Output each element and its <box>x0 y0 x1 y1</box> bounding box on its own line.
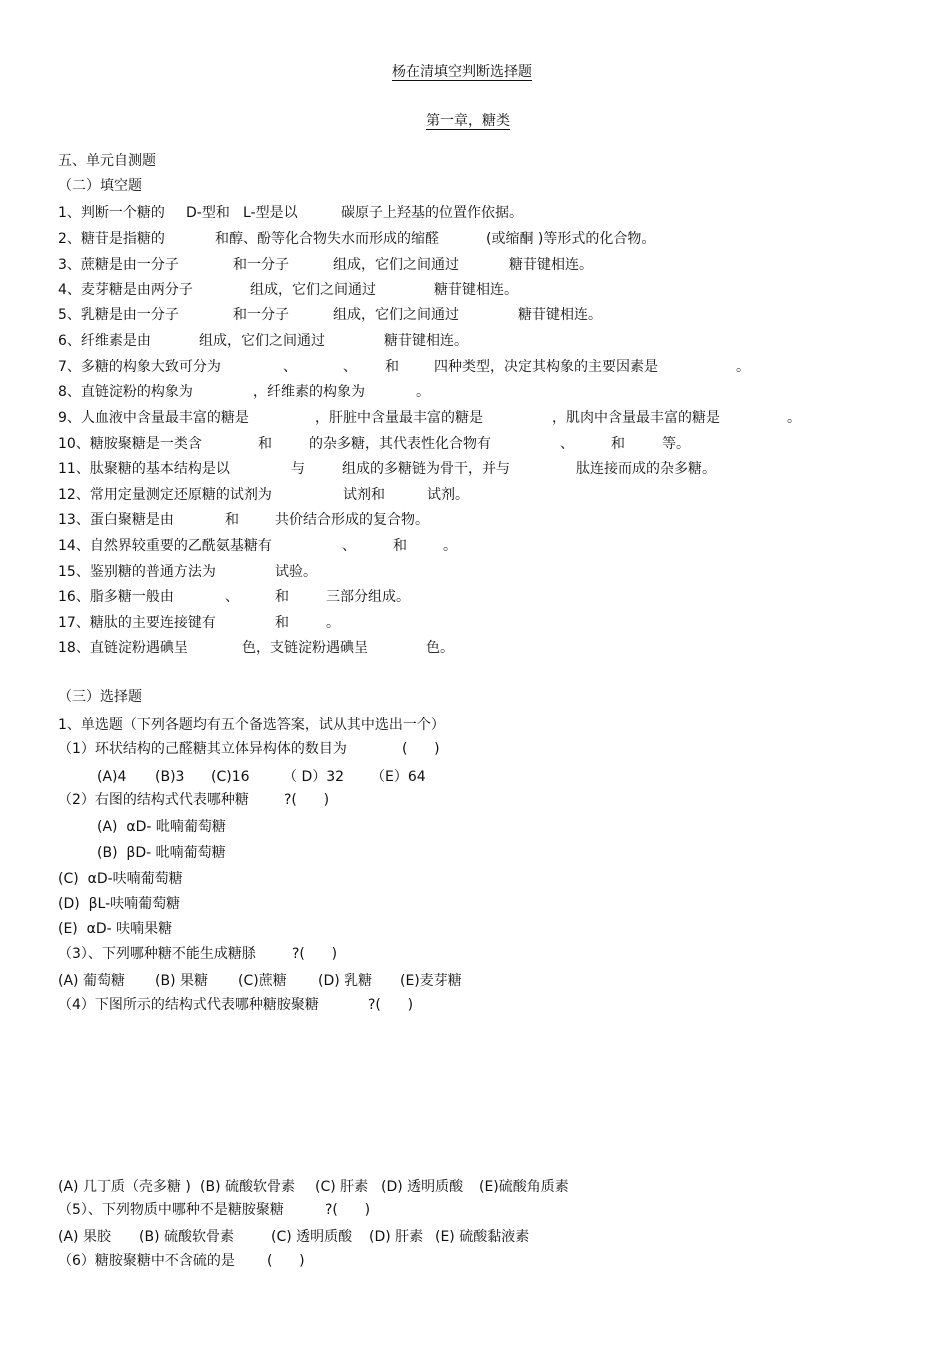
q-text: L-型是以 <box>243 205 298 221</box>
option-d[interactable]: （ D）32 <box>283 769 345 785</box>
q-text: 、 <box>560 436 574 452</box>
option-d[interactable]: (D) 透明质酸 <box>381 1179 464 1195</box>
q-text: （1）环状结构的己醛糖其立体异构体的数目为 <box>58 741 347 757</box>
choice-question-6 <box>0 1252 305 1306</box>
q-text: 三部分组成。 <box>326 589 410 605</box>
q-text: 11、肽聚糖的基本结构是以 <box>58 461 230 477</box>
q-text: 和 <box>611 436 625 452</box>
option-e[interactable]: (E) 硫酸黏液素 <box>435 1229 530 1245</box>
answer-blank[interactable]: ?( ) <box>292 946 338 962</box>
option-c[interactable]: (C) αD-呋喃葡萄糖 <box>58 871 183 887</box>
q-text: 14、自然界较重要的乙酰氨基糖有 <box>58 538 272 554</box>
q-text: 12、常用定量测定还原糖的试剂为 <box>58 487 272 503</box>
answer-blank[interactable]: ( ) <box>402 741 440 757</box>
option-c[interactable]: (C) 透明质酸 <box>271 1229 353 1245</box>
q-text: 与 <box>291 461 305 477</box>
option-c[interactable]: (C)蔗糖 <box>238 973 287 989</box>
q-text: 糖苷键相连。 <box>384 333 468 349</box>
option-e[interactable]: (E) αD- 呋喃果糖 <box>58 921 173 937</box>
option-d[interactable]: (D) 肝素 <box>369 1229 424 1245</box>
q-text: 的杂多糖，其代表性化合物有 <box>309 436 491 452</box>
q-text: ，纤维素的构象为 <box>253 384 365 400</box>
option-b[interactable]: (B) 果糖 <box>155 973 208 989</box>
q-text: 8、直链淀粉的构象为 <box>58 384 193 400</box>
choice-intro: 1、单选题（下列各题均有五个备选答案，试从其中选出一个） <box>58 717 445 733</box>
option-a[interactable]: (A)4 <box>97 769 127 785</box>
q-text: 和 <box>258 436 272 452</box>
q-text: （3）、下列哪种糖不能生成糖脎 <box>58 946 256 962</box>
option-b[interactable]: (B)3 <box>155 769 185 785</box>
q-text: 。 <box>736 359 750 375</box>
page-title: 杨在清填空判断选择题 <box>392 64 532 80</box>
q-text: （2）右图的结构式代表哪种糖 <box>58 792 249 808</box>
q-text: 2、糖苷是指糖的 <box>58 231 165 247</box>
q-text: （4）下图所示的结构式代表哪种糖胺聚糖 <box>58 997 319 1013</box>
q-text: 组成的多糖链为骨干，并与 <box>342 461 510 477</box>
option-a[interactable]: (A) αD- 吡喃葡萄糖 <box>97 819 226 835</box>
option-a[interactable]: (A) 几丁质（壳多糖 ) <box>58 1179 191 1195</box>
q-text: (或缩酮 )等形式的化合物。 <box>486 231 656 247</box>
q-text: 。 <box>326 615 340 631</box>
option-a[interactable]: (A) 葡萄糖 <box>58 973 125 989</box>
q-text: 。 <box>443 538 457 554</box>
choice-question-4 <box>0 996 414 1050</box>
q-text: 18、直链淀粉遇碘呈 <box>58 640 188 656</box>
option-b[interactable]: (B) βD- 吡喃葡萄糖 <box>97 845 226 861</box>
q-text: 5、乳糖是由一分子 <box>58 307 179 323</box>
q-text: 组成，它们之间通过 <box>199 333 325 349</box>
option-e[interactable]: （E）64 <box>371 769 426 785</box>
q-text: 试验。 <box>275 564 317 580</box>
q-text: 色。 <box>426 640 454 656</box>
q-text: 糖苷键相连。 <box>518 307 602 323</box>
q-text: 和 <box>385 359 399 375</box>
option-b[interactable]: (B) 硫酸软骨素 <box>139 1229 234 1245</box>
q-text: （5）、下列物质中哪种不是糖胺聚糖 <box>58 1202 284 1218</box>
fill-heading: （二）填空题 <box>58 178 142 194</box>
option-e[interactable]: (E)硫酸角质素 <box>479 1179 569 1195</box>
option-e[interactable]: (E)麦芽糖 <box>400 973 462 989</box>
q-text: 15、鉴别糖的普通方法为 <box>58 564 216 580</box>
q-text: 1、判断一个糖的 <box>58 205 165 221</box>
q-text: 肽连接而成的杂多糖。 <box>576 461 716 477</box>
q-text: 和 <box>225 512 239 528</box>
option-b[interactable]: (B) 硫酸软骨素 <box>200 1179 295 1195</box>
option-c[interactable]: (C) 肝素 <box>315 1179 369 1195</box>
answer-blank[interactable]: ( ) <box>267 1253 305 1269</box>
q-text: 16、脂多糖一般由 <box>58 589 174 605</box>
q-text: 等。 <box>662 436 690 452</box>
choice-heading: （三）选择题 <box>58 689 142 705</box>
q-text: 糖苷键相连。 <box>434 282 518 298</box>
q-text: 组成，它们之间通过 <box>333 307 459 323</box>
q-text: 6、纤维素是由 <box>58 333 151 349</box>
section-heading: 五、单元自测题 <box>58 153 156 169</box>
q-text: ，肝脏中含量最丰富的糖是 <box>315 410 483 426</box>
q-text: 糖苷键相连。 <box>509 257 593 273</box>
q-text: 和 <box>275 615 289 631</box>
q-text: 13、蛋白聚糖是由 <box>58 512 174 528</box>
q-text: 和醇、酚等化合物失水而形成的缩醛 <box>215 231 439 247</box>
option-d[interactable]: (D) βL-呋喃葡萄糖 <box>58 896 181 912</box>
q-text: 色，支链淀粉遇碘呈 <box>242 640 368 656</box>
q-text: 和一分子 <box>233 307 289 323</box>
q-text: 。 <box>416 384 430 400</box>
q-text: 9、人血液中含量最丰富的糖是 <box>58 410 249 426</box>
q-text: 10、糖胺聚糖是一类含 <box>58 436 202 452</box>
q-text: 碳原子上羟基的位置作依据。 <box>341 205 523 221</box>
answer-blank[interactable]: ?( ) <box>284 792 330 808</box>
q-text: 、 <box>343 359 357 375</box>
q-text: 、 <box>342 538 356 554</box>
q-text: ，肌肉中含量最丰富的糖是 <box>552 410 720 426</box>
q-text: 和一分子 <box>233 257 289 273</box>
q-text: 组成，它们之间通过 <box>333 257 459 273</box>
q-text: （6）糖胺聚糖中不含硫的是 <box>58 1253 235 1269</box>
chapter-title: 第一章，糖类 <box>426 113 510 129</box>
q-text: 和 <box>393 538 407 554</box>
q-text: 、 <box>283 359 297 375</box>
answer-blank[interactable]: ?( ) <box>368 997 414 1013</box>
answer-blank[interactable]: ?( ) <box>325 1202 371 1218</box>
q-text: 共价结合形成的复合物。 <box>275 512 429 528</box>
option-c[interactable]: (C)16 <box>211 769 250 785</box>
q-text: 3、蔗糖是由一分子 <box>58 257 179 273</box>
q-text: 、 <box>225 589 239 605</box>
option-a[interactable]: (A) 果胶 <box>58 1229 111 1245</box>
q-text: 四种类型，决定其构象的主要因素是 <box>434 359 658 375</box>
q-text: 组成，它们之间通过 <box>250 282 376 298</box>
option-d[interactable]: (D) 乳糖 <box>318 973 373 989</box>
q-text: 。 <box>787 410 801 426</box>
q-text: D-型和 <box>186 205 230 221</box>
q-text: 试剂。 <box>427 487 469 503</box>
q-text: 4、麦芽糖是由两分子 <box>58 282 193 298</box>
q-text: 和 <box>275 589 289 605</box>
q-text: 7、多糖的构象大致可分为 <box>58 359 221 375</box>
q-text: 试剂和 <box>343 487 385 503</box>
q-text: 17、糖肽的主要连接键有 <box>58 615 216 631</box>
